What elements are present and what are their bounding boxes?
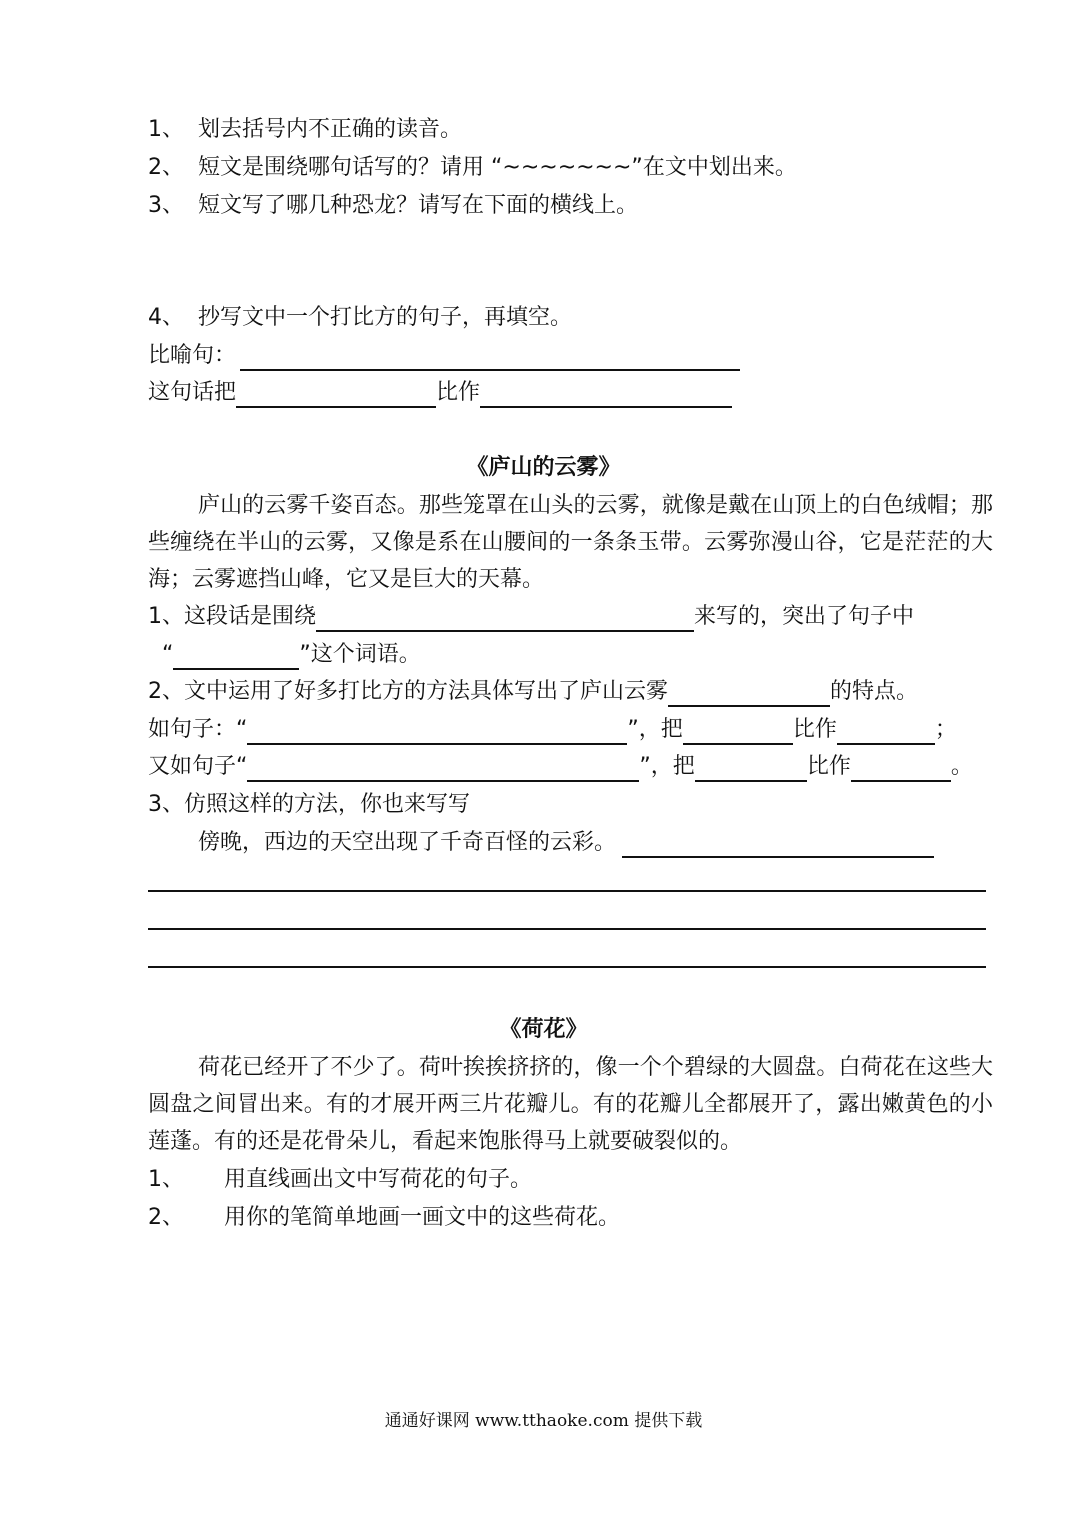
- lushan-q1-blank[interactable]: [316, 606, 694, 632]
- writing-blank-first[interactable]: [622, 832, 934, 858]
- section-title-lushan: 《庐山的云雾》: [466, 455, 621, 480]
- ex2-text-b: ”，把: [639, 754, 695, 779]
- simile-blank[interactable]: [240, 345, 740, 371]
- compare-blank-b[interactable]: [480, 382, 732, 408]
- writing-line[interactable]: [148, 890, 986, 892]
- question-text: 用直线画出文中写荷花的句子。: [224, 1167, 533, 1192]
- question-1: [148, 115, 462, 145]
- ex2-object-blank[interactable]: [851, 756, 951, 782]
- ex1-sentence-blank[interactable]: [247, 719, 627, 745]
- question-text: 划去括号内不正确的读音。: [198, 117, 463, 142]
- lushan-q3-prompt: 傍晚，西边的天空出现了千奇百怪的云彩。: [198, 830, 617, 855]
- ex1-object-blank[interactable]: [837, 719, 935, 745]
- ex2-text-c: 比作: [806, 754, 851, 779]
- lotus-question-2: [148, 1203, 620, 1233]
- question-number: 3、: [148, 193, 184, 218]
- ex1-text-a: 如句子：“: [148, 717, 248, 742]
- writing-line[interactable]: [148, 966, 986, 968]
- ex1-subject-blank[interactable]: [683, 719, 793, 745]
- question-number: 2、: [148, 1205, 184, 1230]
- question-number: 1、: [148, 117, 184, 142]
- lushan-q1-word-blank[interactable]: [173, 644, 299, 670]
- lushan-question-3: [148, 790, 470, 820]
- lushan-q3-text: 3、仿照这样的方法，你也来写写: [148, 792, 470, 817]
- lushan-q1-text-b: 来写的，突出了句子中: [694, 604, 915, 629]
- passage-lotus: 荷花已经开了不少了。荷叶挨挨挤挤的，像一个个碧绿的大圆盘。白荷花在这些大圆盘之间冒出来。有的才展开两三片花瓣儿。有的花瓣儿全都展开了，露出嫩黄色的小莲蓬。有的还是花骨朵儿，看起来饱胀得马上就要破裂似的。: [148, 1055, 993, 1154]
- compare-label-b: 比作: [436, 380, 481, 405]
- lushan-q2-text-a: 2、文中运用了好多打比方的方法具体写出了庐山云雾: [148, 679, 668, 704]
- simile-label: 比喻句：: [148, 343, 237, 368]
- ex1-text-c: 比作: [792, 717, 837, 742]
- ex2-text-a: 又如句子“: [148, 754, 248, 779]
- compare-blank-a[interactable]: [236, 382, 436, 408]
- question-number: 2、: [148, 155, 184, 180]
- question-text: 用你的笔简单地画一画文中的这些荷花。: [224, 1205, 621, 1230]
- ex2-sentence-blank[interactable]: [247, 756, 639, 782]
- lushan-example-1: [148, 715, 957, 745]
- page-footer: 通通好课网 www.tthaoke.com 提供下载: [384, 1411, 703, 1431]
- lushan-q2-blank[interactable]: [668, 681, 830, 707]
- lushan-q1-text-a: 1、这段话是围绕: [148, 604, 316, 629]
- question-number: 4、: [148, 305, 184, 330]
- lushan-q3-prompt-line: [148, 828, 934, 858]
- question-4: [148, 303, 572, 333]
- passage-lushan: 庐山的云雾千姿百态。那些笼罩在山头的云雾，就像是戴在山顶上的白色绒帽；那些缠绕在半山的云雾，又像是系在山腰间的一条条玉带。云雾弥漫山谷，它是茫茫的大海；云雾遮挡山峰，它又是巨大的天幕。: [148, 493, 993, 592]
- section-title-lotus: 《荷花》: [499, 1017, 588, 1042]
- lushan-question-1: [148, 602, 914, 632]
- compare-line: [148, 378, 732, 408]
- ex2-text-d: 。: [950, 754, 973, 779]
- lushan-question-2: [148, 677, 918, 707]
- question-text: 短文是围绕哪句话写的？请用 “~~~~~~~”在文中划出来。: [198, 155, 797, 180]
- lushan-q2-text-b: 的特点。: [830, 679, 919, 704]
- writing-line[interactable]: [148, 928, 986, 930]
- question-number: 1、: [148, 1167, 184, 1192]
- lushan-example-2: [148, 752, 973, 782]
- ex1-text-b: ”，把: [627, 717, 683, 742]
- lushan-q1-text-d: ”这个词语。: [299, 642, 421, 667]
- compare-label-a: 这句话把: [148, 380, 237, 405]
- question-text: 短文写了哪几种恐龙？请写在下面的横线上。: [198, 193, 639, 218]
- lotus-question-1: [148, 1165, 532, 1195]
- question-3: [148, 191, 638, 221]
- question-2: [148, 153, 797, 183]
- lushan-question-1-cont: [148, 640, 421, 670]
- simile-line: [148, 341, 740, 371]
- question-text: 抄写文中一个打比方的句子，再填空。: [198, 305, 573, 330]
- ex2-subject-blank[interactable]: [695, 756, 807, 782]
- lushan-q1-open-quote: “: [162, 642, 174, 667]
- ex1-text-d: ；: [934, 717, 957, 742]
